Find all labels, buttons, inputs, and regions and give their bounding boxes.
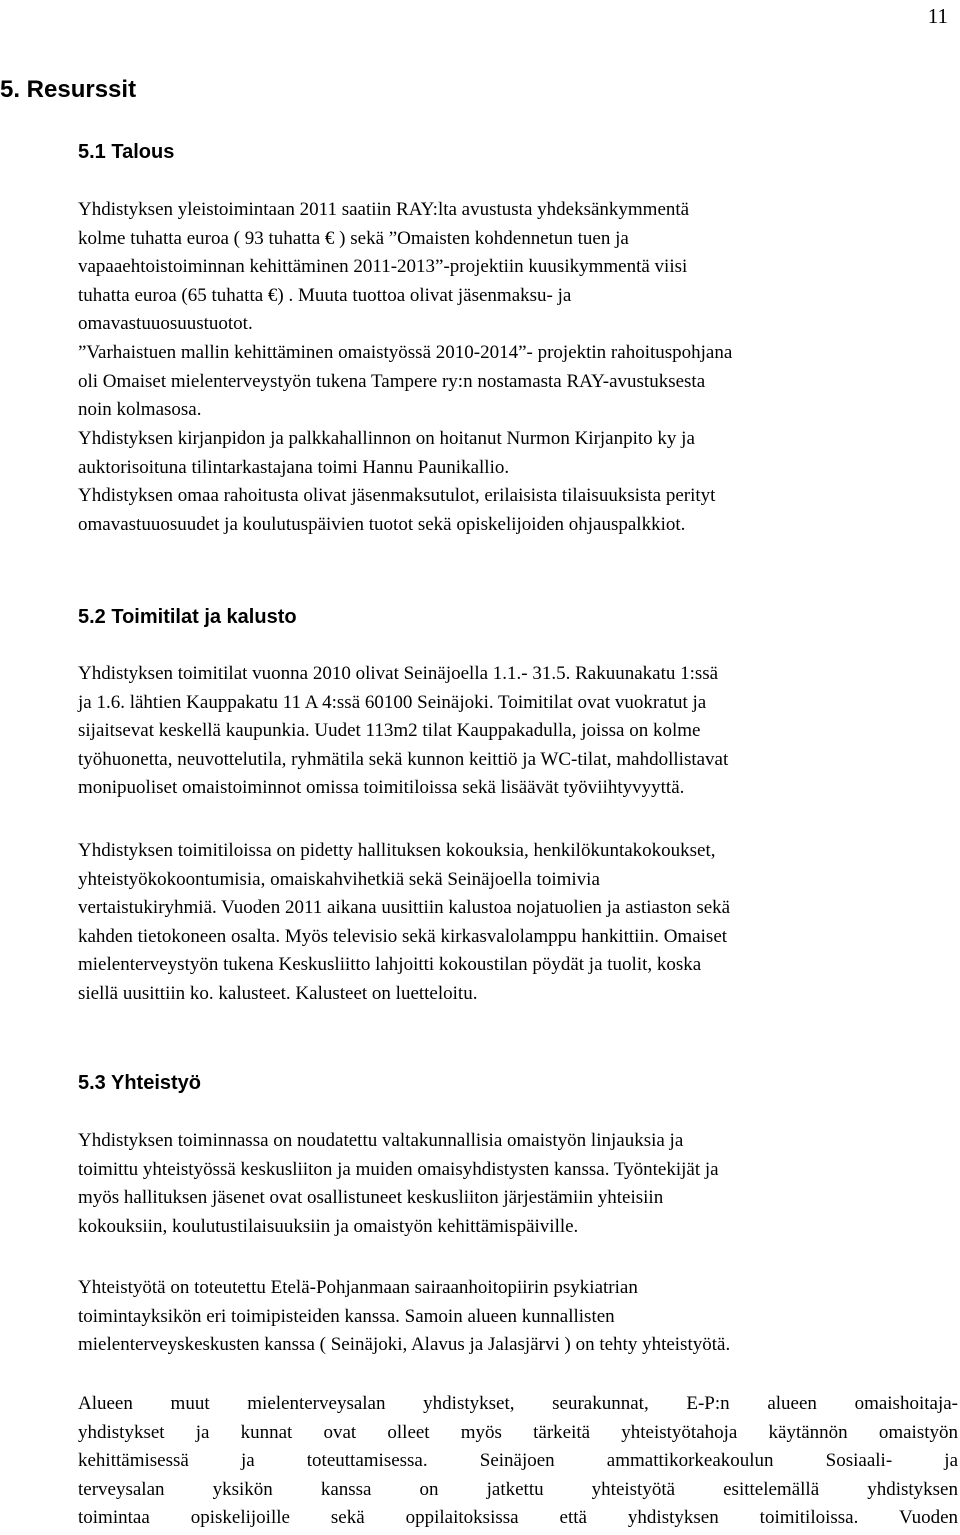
text-line: Yhdistyksen toimitilat vuonna 2010 olivat Seinäjoella 1.1.- 31.5. Rakuunakatu 1:ssä — [78, 663, 719, 684]
text-line: yhdistykset ja kunnat ovat olleet myös tärkeitä yhteistyötahoja käytännön omaistyön — [78, 1421, 958, 1443]
text-line: omavastuuosuustuotot. — [78, 313, 253, 335]
text-line: toimittu yhteistyössä keskusliiton ja muiden omaisyhdistysten kanssa. Työntekijät ja — [78, 1158, 719, 1180]
text-line: ”Varhaistuen mallin kehittäminen omaistyössä 2010-2014”- projektin rahoituspohjana — [78, 342, 733, 363]
section-title: 5. Resurssit — [0, 76, 137, 103]
text-line: monipuoliset omaistoiminnot omissa toimitiloissa sekä lisäävät työviihtyvyyttä. — [78, 777, 685, 799]
subsection-title-toimitilat: 5.2 Toimitilat ja kalusto — [78, 606, 297, 628]
text-line: Yhteistyötä on toteutettu Etelä-Pohjanmaan sairaanhoitopiirin psykiatrian — [78, 1277, 638, 1298]
paragraph-talous-2 — [78, 339, 958, 425]
subsection-title-yhteistyo: 5.3 Yhteistyö — [78, 1072, 202, 1094]
text-line: ja 1.6. lähtien Kauppakatu 11 A 4:ssä 60100 Seinäjoki. Toimitilat ovat vuokratut ja — [78, 691, 707, 713]
paragraph-yhteistyo-1 — [78, 1127, 958, 1241]
text-line: yhteistyökokoontumisia, omaiskahvihetkiä sekä Seinäjoella toimivia — [78, 868, 600, 890]
text-line: kolme tuhatta euroa ( 93 tuhatta € ) sekä ”Omaisten kohdennetun tuen ja — [78, 227, 629, 249]
paragraph-toimitilat-1 — [78, 660, 958, 803]
text-line: noin kolmasosa. — [78, 399, 202, 421]
text-line: Yhdistyksen toiminnassa on noudatettu valtakunnallisia omaistyön linjauksia ja — [78, 1130, 684, 1151]
text-line: kahden tietokoneen osalta. Myös televisio sekä kirkasvalolamppu hankittiin. Omaiset — [78, 925, 728, 947]
text-line: toimintaa opiskelijoille sekä oppilaitoksissa että yhdistyksen toimitiloissa. Vuoden — [78, 1507, 958, 1529]
paragraph-talous-1 — [78, 196, 958, 339]
paragraph-talous-3 — [78, 425, 958, 482]
text-line: Alueen muut mielenterveysalan yhdistykset, seurakunnat, E-P:n alueen omaishoitaja- — [78, 1393, 958, 1414]
text-line: siellä uusittiin ko. kalusteet. Kalusteet on luetteloitu. — [78, 982, 478, 1004]
text-line: tuhatta euroa (65 tuhatta €) . Muuta tuottoa olivat jäsenmaksu- ja — [78, 284, 572, 306]
text-line: vertaistukiryhmiä. Vuoden 2011 aikana uusittiin kalustoa nojatuolien ja astiaston sekä — [78, 897, 731, 919]
text-line: mielenterveystyön tukena Keskusliitto lahjoitti kokoustilan pöydät ja tuolit, koska — [78, 954, 702, 976]
text-line: sijaitsevat keskellä kaupunkia. Uudet 113m2 tilat Kauppakadulla, joissa on kolme — [78, 720, 701, 742]
page-number: 11 — [927, 4, 948, 28]
text-line: auktorisoituna tilintarkastajana toimi Hannu Paunikallio. — [78, 456, 510, 478]
text-line: kokouksiin, koulutustilaisuuksiin ja omaistyön kehittämispäiville. — [78, 1215, 579, 1237]
paragraph-talous-4 — [78, 482, 958, 539]
text-line: Yhdistyksen kirjanpidon ja palkkahallinnon on hoitanut Nurmon Kirjanpito ky ja — [78, 428, 695, 449]
text-line: kehittämisessä ja toteuttamisessa. Seinäjoen ammattikorkeakoulun Sosiaali- ja — [78, 1450, 958, 1472]
paragraph-yhteistyo-3 — [78, 1390, 958, 1533]
text-line: Yhdistyksen toimitiloissa on pidetty hallituksen kokouksia, henkilökuntakokoukset, — [78, 840, 716, 861]
paragraph-toimitilat-2 — [78, 837, 958, 1009]
text-line: terveysalan yksikön kanssa on jatkettu yhteistyötä esittelemällä yhdistyksen — [78, 1478, 958, 1500]
text-line: Yhdistyksen omaa rahoitusta olivat jäsenmaksutulot, erilaisista tilaisuuksista perityt — [78, 485, 716, 506]
paragraph-yhteistyo-2 — [78, 1274, 958, 1360]
text-line: vapaaehtoistoiminnan kehittäminen 2011-2013”-projektiin kuusikymmentä viisi — [78, 256, 688, 278]
text-line: Yhdistyksen yleistoimintaan 2011 saatiin RAY:lta avustusta yhdeksänkymmentä — [78, 199, 690, 220]
text-line: omavastuuosuudet ja koulutuspäivien tuotot sekä opiskelijoiden ohjauspalkkiot. — [78, 513, 686, 535]
text-line: mielenterveyskeskusten kanssa ( Seinäjoki, Alavus ja Jalasjärvi ) on tehty yhteistyötä. — [78, 1334, 731, 1356]
text-line: myös hallituksen jäsenet ovat osallistuneet keskusliiton järjestämiin yhteisiin — [78, 1187, 664, 1209]
text-line: oli Omaiset mielenterveystyön tukena Tampere ry:n nostamasta RAY-avustuksesta — [78, 370, 706, 392]
subsection-title-talous: 5.1 Talous — [78, 141, 175, 163]
text-line: työhuonetta, neuvottelutila, ryhmätila sekä kunnon keittiö ja WC-tilat, mahdollistavat — [78, 748, 729, 770]
text-line: toimintayksikön eri toimipisteiden kanssa. Samoin alueen kunnallisten — [78, 1305, 615, 1327]
